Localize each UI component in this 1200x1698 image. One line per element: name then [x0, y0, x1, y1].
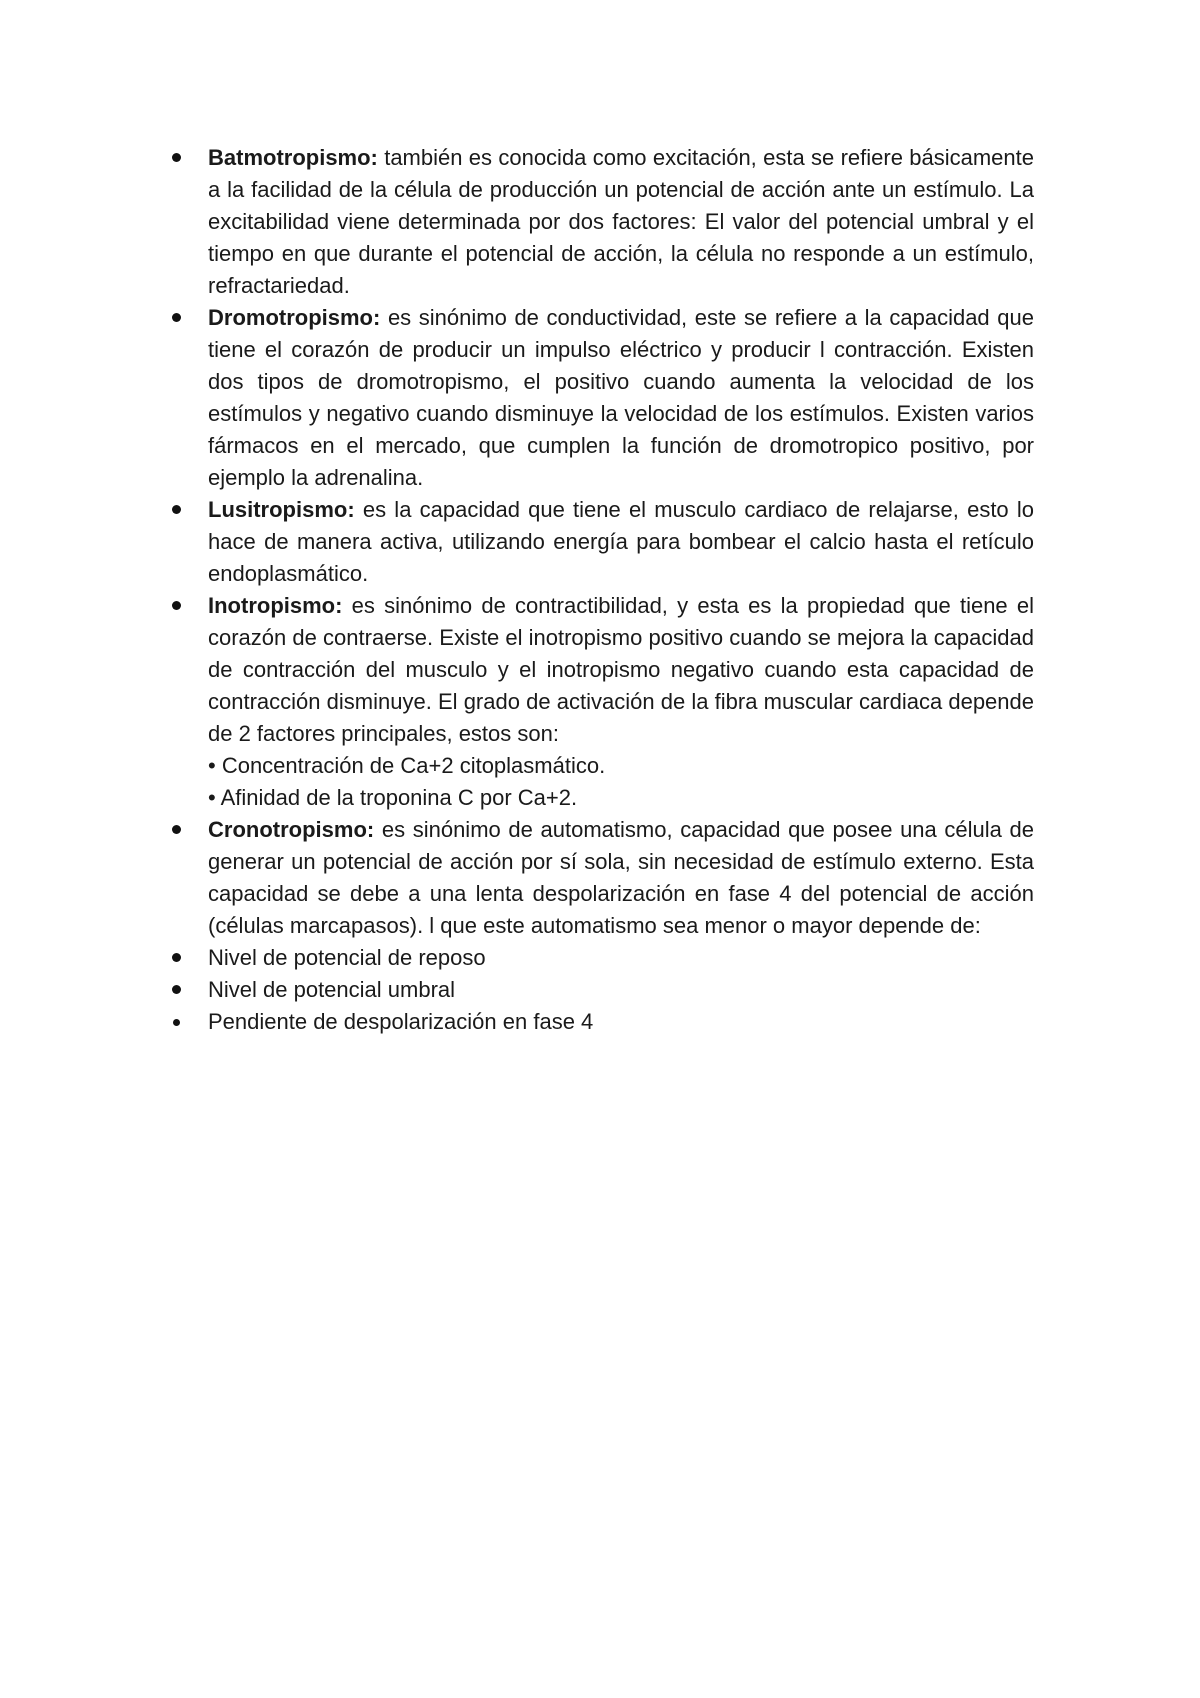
bullet-icon: [173, 1019, 180, 1026]
list-item-nivel-reposo: [172, 942, 1034, 974]
sub-line-concentracion: • Concentración de Ca+2 citoplasmático.: [208, 753, 606, 778]
item-text: Nivel de potencial de reposo: [208, 945, 486, 970]
list-item-batmotropismo: [172, 142, 1034, 302]
term-label: Inotropismo:: [208, 593, 343, 618]
item-text: también es conocida como excitación, esta se refiere básicamente a la facilidad de la célula de producción un potencial de acción ante un estímulo. La excitabilidad viene determinada por dos factores: El valor del potencial umbral y el tiempo en que durante el potencial de acción, la célula no responde a un estímulo, refractariedad.: [208, 145, 1034, 298]
bullet-icon: [172, 153, 181, 162]
item-text: es sinónimo de contractibilidad, y esta es la propiedad que tiene el corazón de contraerse. Existe el inotropismo positivo cuando se mejora la capacidad de contracción del musculo y el inotropismo negativo cuando esta capacidad de contracción disminuye. El grado de activación de la fibra muscular cardiaca depende de 2 factores principales, estos son:: [208, 593, 1034, 746]
properties-list: [172, 142, 1034, 1038]
item-text: es sinónimo de automatismo, capacidad que posee una célula de generar un potencial de acción por sí sola, sin necesidad de estímulo externo. Esta capacidad se debe a una lenta despolarización en fase 4 del potencial de acción (células marcapasos). l que este automatismo sea menor o mayor depende de:: [208, 817, 1034, 938]
bullet-icon: [172, 825, 181, 834]
list-item-inotropismo: [172, 590, 1034, 814]
document-content: [172, 142, 1034, 1038]
term-label: Batmotropismo:: [208, 145, 378, 170]
sub-line-afinidad: • Afinidad de la troponina C por Ca+2.: [208, 785, 578, 810]
list-item-dromotropismo: [172, 302, 1034, 494]
list-item-nivel-umbral: [172, 974, 1034, 1006]
list-item-pendiente: [172, 1006, 1034, 1038]
bullet-icon: [172, 985, 181, 994]
list-item-cronotropismo: [172, 814, 1034, 942]
bullet-icon: [172, 505, 181, 514]
item-text: Pendiente de despolarización en fase 4: [208, 1009, 594, 1034]
term-label: Lusitropismo:: [208, 497, 355, 522]
bullet-icon: [172, 601, 181, 610]
list-item-lusitropismo: [172, 494, 1034, 590]
bullet-icon: [172, 953, 181, 962]
item-text: Nivel de potencial umbral: [208, 977, 456, 1002]
term-label: Cronotropismo:: [208, 817, 375, 842]
item-text: es la capacidad que tiene el musculo cardiaco de relajarse, esto lo hace de manera activa, utilizando energía para bombear el calcio hasta el retículo endoplasmático.: [208, 497, 1034, 586]
item-text: es sinónimo de conductividad, este se refiere a la capacidad que tiene el corazón de producir un impulso eléctrico y producir l contracción. Existen dos tipos de dromotropismo, el positivo cuando aumenta la velocidad de los estímulos y negativo cuando disminuye la velocidad de los estímulos. Existen varios fármacos en el mercado, que cumplen la función de dromotropico positivo, por ejemplo la adrenalina.: [208, 305, 1034, 490]
term-label: Dromotropismo:: [208, 305, 381, 330]
bullet-icon: [172, 313, 181, 322]
